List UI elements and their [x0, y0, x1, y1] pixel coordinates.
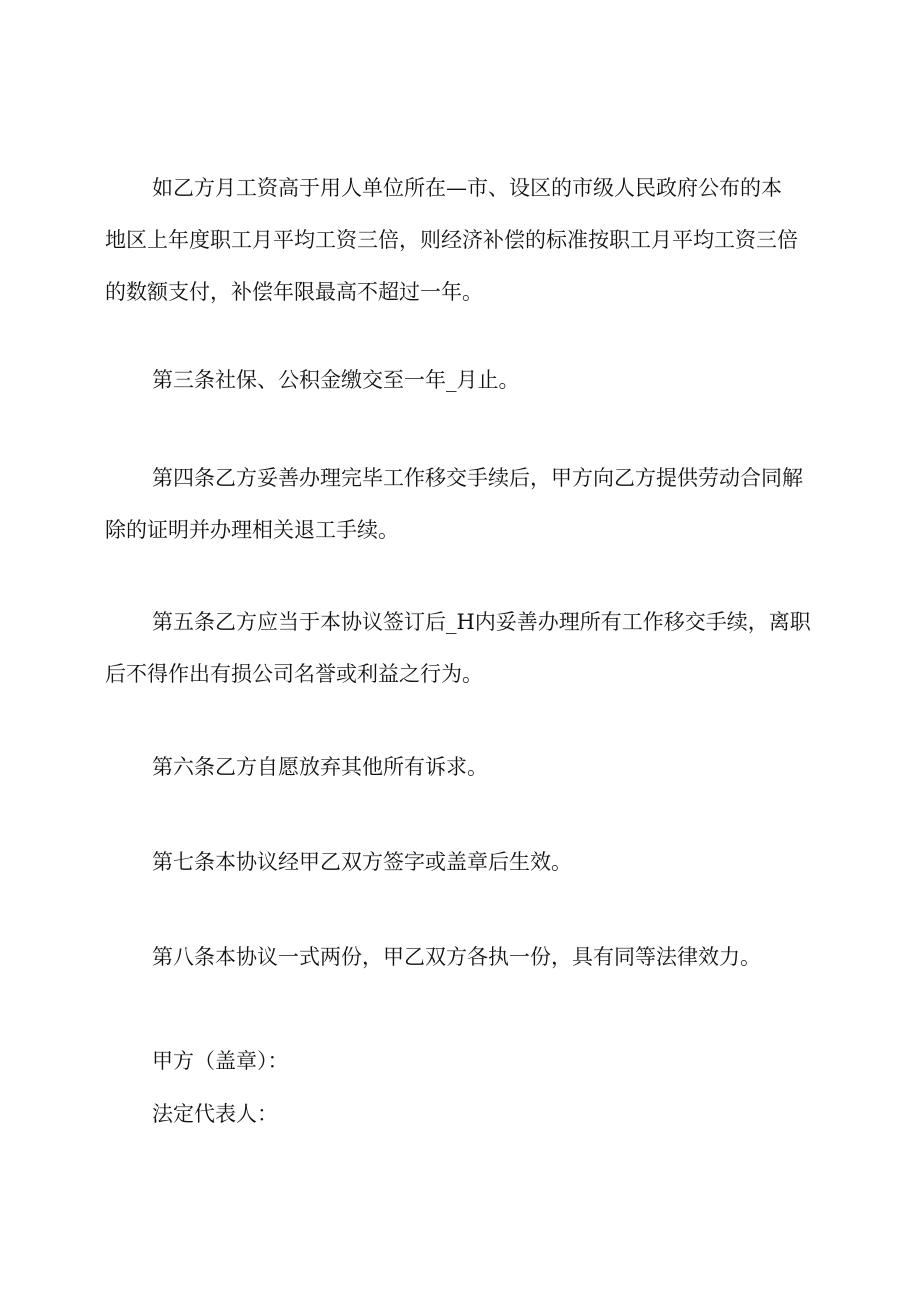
- text-line: 的数额支付，补偿年限最高不超过一年。: [105, 280, 483, 304]
- signature-legal-rep: [152, 1088, 814, 1140]
- paragraph-article-7: [152, 836, 814, 888]
- text-line: 第五条乙方应当于本协议签订后_H内妥善办理所有工作移交手续，离职: [152, 610, 811, 634]
- text-line: 地区上年度职工月平均工资三倍，则经济补偿的标准按职工月平均工资三倍: [105, 228, 798, 252]
- text-line: 第四条乙方妥善办理完毕工作移交手续后，甲方向乙方提供劳动合同解: [152, 466, 803, 490]
- paragraph-article-5: [105, 596, 814, 700]
- text-line: 除的证明并办理相关退工手续。: [105, 518, 399, 542]
- text-line: 第八条本协议一式两份，甲乙双方各执一份，具有同等法律效力。: [152, 945, 761, 969]
- paragraph-article-6: [152, 741, 814, 793]
- party-a-label: 甲方（盖章）：: [152, 1049, 289, 1073]
- paragraph-compensation-cap: [105, 162, 814, 318]
- legal-rep-label: 法定代表人：: [152, 1102, 278, 1126]
- text-line: 第三条社保、公积金缴交至一年_月止。: [152, 368, 520, 392]
- text-line: 后不得作出有损公司名誉或利益之行为。: [105, 662, 483, 686]
- text-line: 如乙方月工资高于用人单位所在—市、设区的市级人民政府公布的本: [152, 176, 782, 200]
- paragraph-article-4: [105, 452, 814, 556]
- paragraph-article-3: [152, 354, 814, 406]
- text-line: 第六条乙方自愿放弃其他所有诉求。: [152, 755, 488, 779]
- signature-party-a: [152, 1035, 814, 1087]
- text-line: 第七条本协议经甲乙双方签字或盖章后生效。: [152, 850, 572, 874]
- paragraph-article-8: [152, 931, 814, 983]
